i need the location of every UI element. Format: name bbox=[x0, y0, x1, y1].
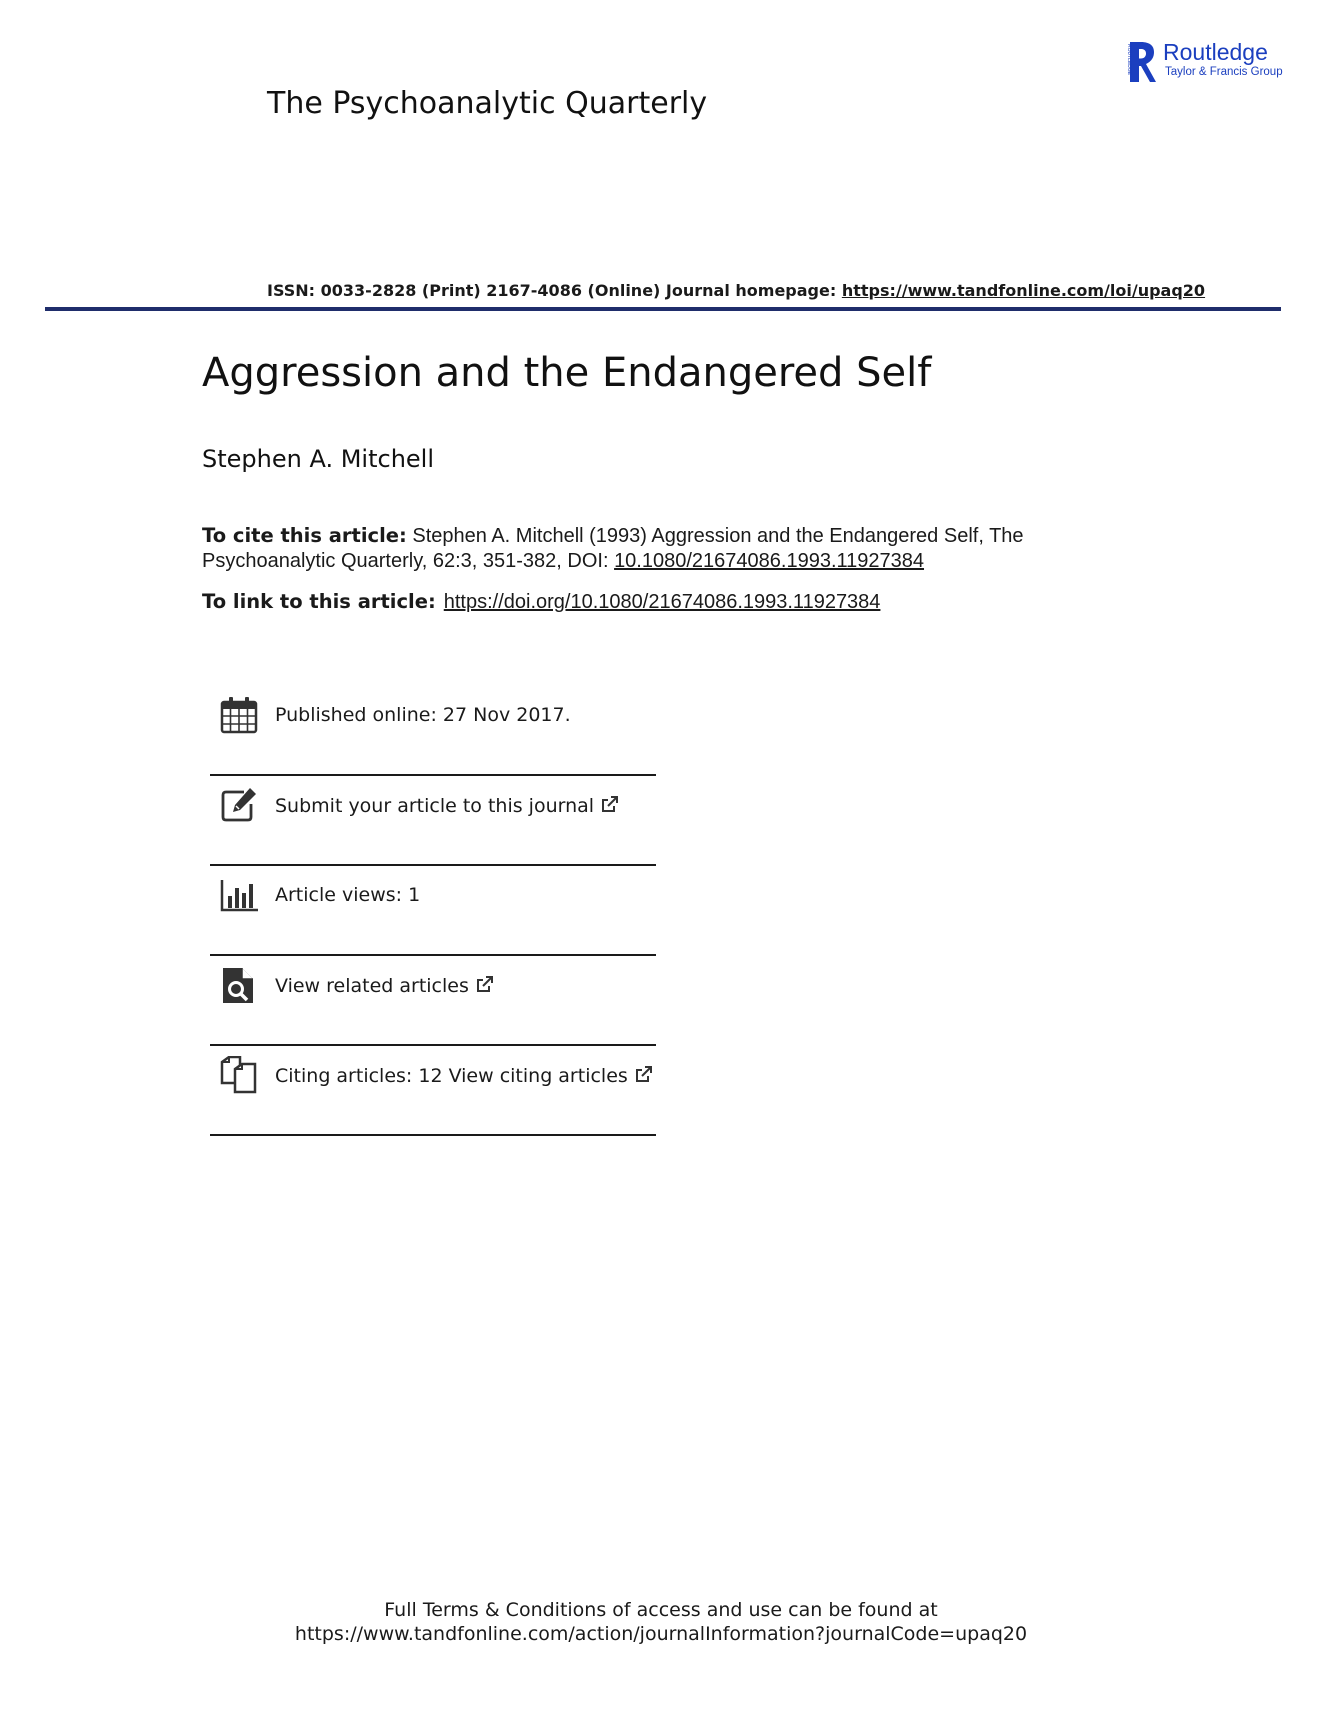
article-views-text: Article views: 1 bbox=[275, 884, 421, 906]
info-item-related[interactable] bbox=[210, 956, 656, 1046]
article-info-list bbox=[210, 686, 656, 1136]
routledge-logo[interactable] bbox=[1126, 40, 1286, 86]
article-title: Aggression and the Endangered Self bbox=[202, 350, 932, 396]
header-divider bbox=[45, 307, 1281, 311]
article-link-line bbox=[202, 590, 880, 614]
edit-icon bbox=[220, 786, 258, 824]
logo-mark-text: ROUTLEDGE bbox=[1126, 44, 1132, 76]
issn-line bbox=[267, 281, 1205, 300]
calendar-icon bbox=[220, 696, 258, 734]
submit-article-link[interactable] bbox=[275, 794, 620, 817]
search-document-icon bbox=[220, 966, 258, 1004]
submit-article-text: Submit your article to this journal bbox=[275, 795, 595, 817]
link-label: To link to this article: bbox=[202, 590, 436, 613]
copy-documents-icon bbox=[220, 1056, 258, 1094]
cite-text: Stephen A. Mitchell (1993) Aggression and the Endangered Self, The Psychoanalytic Quarterly, 62:3, 351-382, DOI: bbox=[202, 525, 1024, 572]
published-online-text: Published online: 27 Nov 2017. bbox=[275, 704, 571, 726]
info-item-submit[interactable] bbox=[210, 776, 656, 866]
journal-homepage-link[interactable]: https://www.tandfonline.com/loi/upaq20 bbox=[841, 281, 1206, 300]
bar-chart-icon bbox=[220, 876, 258, 914]
cite-label: To cite this article: bbox=[202, 524, 407, 547]
external-link-icon bbox=[475, 974, 495, 994]
external-link-icon bbox=[634, 1064, 654, 1084]
citing-articles-text: Citing articles: 12 View citing articles bbox=[275, 1065, 628, 1087]
view-related-text: View related articles bbox=[275, 975, 469, 997]
info-item-views bbox=[210, 866, 656, 956]
terms-line: Full Terms & Conditions of access and use can be found at bbox=[384, 1599, 938, 1621]
external-link-icon bbox=[600, 794, 620, 814]
logo-subtitle: Taylor & Francis Group bbox=[1165, 66, 1283, 78]
citing-articles-link[interactable] bbox=[275, 1064, 654, 1087]
cite-doi-link[interactable]: 10.1080/21674086.1993.11927384 bbox=[614, 550, 925, 572]
terms-url[interactable]: https://www.tandfonline.com/action/journalInformation?journalCode=upaq20 bbox=[294, 1623, 1028, 1645]
info-item-published bbox=[210, 686, 656, 776]
info-item-citing[interactable] bbox=[210, 1046, 656, 1136]
issn-text: ISSN: 0033-2828 (Print) 2167-4086 (Online) Journal homepage: bbox=[267, 281, 842, 300]
article-doi-link[interactable]: https://doi.org/10.1080/21674086.1993.11927384 bbox=[443, 591, 881, 613]
view-related-articles-link[interactable] bbox=[275, 974, 495, 997]
terms-footer bbox=[0, 1598, 1322, 1646]
citation-block bbox=[202, 523, 1082, 574]
routledge-logo-icon bbox=[1126, 40, 1156, 84]
journal-title: The Psychoanalytic Quarterly bbox=[267, 86, 708, 121]
logo-name: Routledge bbox=[1163, 39, 1268, 65]
article-author: Stephen A. Mitchell bbox=[202, 445, 435, 473]
